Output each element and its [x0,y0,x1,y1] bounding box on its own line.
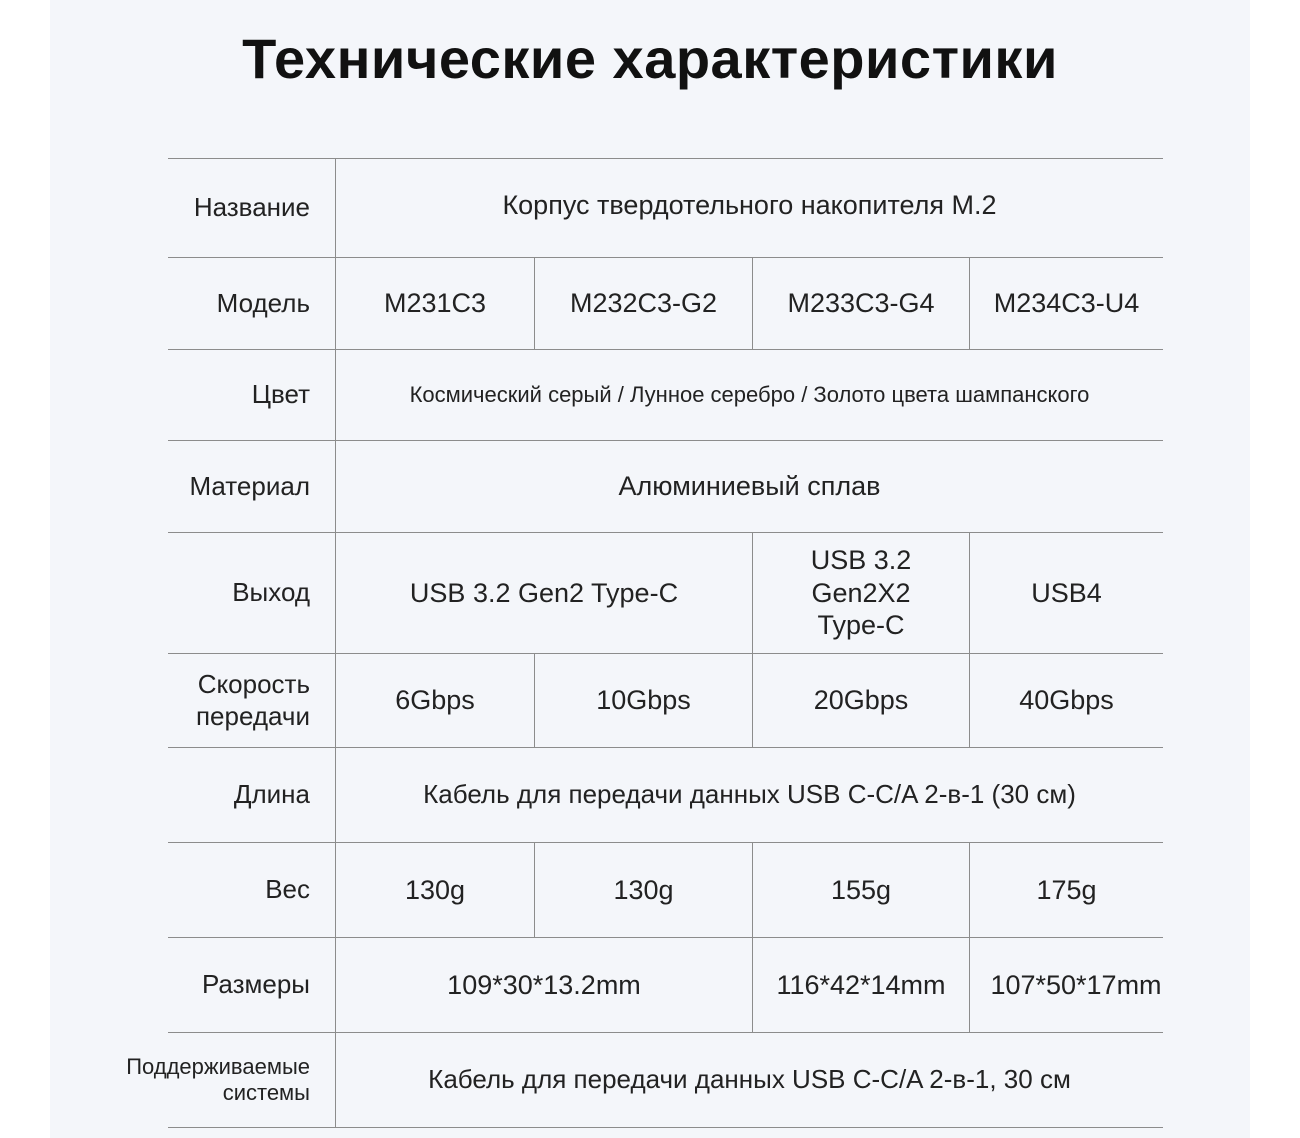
weight-value: 175g [1036,874,1097,905]
speed-value: 6Gbps [395,685,475,716]
row-label-output: Выход [232,577,310,608]
output-value: USB4 [1031,577,1102,608]
row-label-systems: Поддерживаемые системы [126,1053,310,1105]
size-value: 107*50*17mm [990,969,1162,1000]
row-label-material: Материал [189,470,310,501]
row-label-name: Название [193,192,310,223]
row-label-model: Модель [216,287,310,318]
row-label-length: Длина [233,779,310,810]
model-value: M232C3-G2 [569,288,718,319]
output-value: USB 3.2 Gen2X2 Type-C [810,545,912,641]
row-label-weight: Вес [265,874,310,905]
model-value: M233C3-G4 [787,288,935,319]
size-value: 116*42*14mm [776,969,946,1000]
weight-value: 130g [404,874,466,905]
color-value: Космический серый / Лунное серебро / Золото цвета шампанского [409,381,1090,407]
length-value: Кабель для передачи данных USB C-C/A 2-в-1 (30 см) [423,779,1076,810]
systems-value: Кабель для передачи данных USB C-C/A 2-в-1, 30 см [428,1064,1071,1095]
model-value: M231C3 [383,288,487,319]
row-label-color: Цвет [251,379,310,410]
table-rule [168,1127,1163,1128]
row-label-size: Размеры [201,969,310,1000]
material-value: Алюминиевый сплав [618,471,881,502]
speed-value: 10Gbps [596,685,691,716]
row-label-speed: Скорость передачи [195,669,310,731]
size-value: 109*30*13.2mm [447,969,641,1000]
output-value: USB 3.2 Gen2 Type-C [409,577,679,608]
weight-value: 130g [613,874,674,905]
model-value: M234C3-U4 [993,288,1140,319]
name-value: Корпус твердотельного накопителя M.2 [502,189,997,220]
weight-value: 155g [830,874,892,905]
page-title: Технические характеристики [242,27,1058,90]
speed-value: 40Gbps [1019,685,1114,716]
speed-value: 20Gbps [813,685,909,716]
